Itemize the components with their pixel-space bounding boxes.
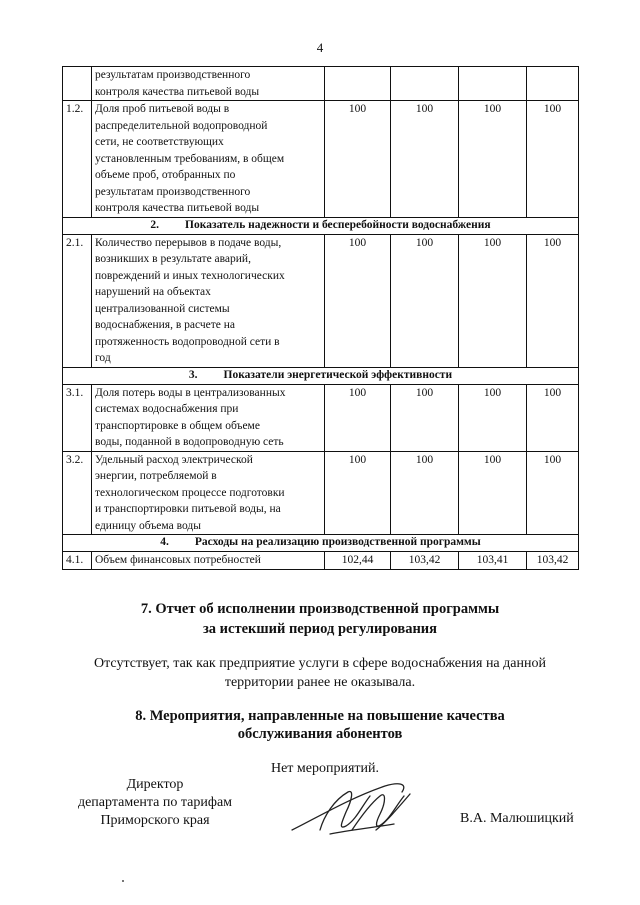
description-line: установленным требованиям, в общем	[95, 152, 285, 165]
value-cell	[527, 67, 579, 101]
description-line: Объем финансовых потребностей	[95, 554, 261, 566]
value-cell: 102,44	[325, 552, 391, 570]
description-line: контроля качества питьевой воды	[95, 202, 260, 214]
table-row	[63, 552, 579, 570]
value-cell: 100	[325, 384, 391, 451]
description-line: энергии, потребляемой в	[95, 470, 217, 482]
value-cell: 100	[459, 451, 527, 535]
section7-heading-line1: 7. Отчет об исполнении производственной программы	[140, 601, 500, 617]
description-line: воды, поданной в водопроводную сеть	[95, 436, 284, 448]
table-row	[63, 234, 579, 367]
description-line: централизованной системы	[95, 302, 230, 315]
table-section-row	[63, 535, 579, 552]
row-number: 3.1.	[63, 384, 92, 451]
value-cell	[459, 67, 527, 101]
row-number: 1.2.	[63, 101, 92, 218]
description-line: объеме проб, отобранных по	[95, 169, 236, 181]
description-line: водоснабжения, в расчете на	[95, 319, 236, 331]
description-line: возникших в результате аварий,	[95, 253, 251, 265]
description-line: единицу объема воды	[95, 519, 201, 532]
section-number: 2.	[150, 218, 160, 231]
section8-heading-line2: обслуживания абонентов	[237, 726, 403, 742]
description-line: Доля проб питьевой воды в	[95, 103, 230, 115]
description-line: повреждений и иных технологических	[95, 269, 285, 282]
section-title-cell	[63, 367, 579, 384]
value-cell: 100	[459, 234, 527, 367]
scan-speck	[122, 880, 124, 882]
signatory-name: В.А. Малюшицкий	[460, 811, 574, 826]
section-title-cell	[63, 217, 579, 234]
value-cell: 100	[459, 101, 527, 218]
signatory-line1: Директор	[126, 777, 184, 792]
section-number: 4.	[160, 536, 169, 548]
description-line: системах водоснабжения при	[95, 403, 239, 415]
value-cell: 100	[459, 384, 527, 451]
description-line: распределительной водопроводной	[95, 119, 268, 132]
value-cell: 100	[391, 234, 459, 367]
value-cell: 100	[527, 451, 579, 535]
value-cell: 103,41	[459, 552, 527, 570]
value-cell: 100	[391, 451, 459, 535]
description-line: протяженность водопроводной сети в	[95, 335, 280, 348]
production-program-table	[62, 66, 579, 570]
table-row	[63, 101, 579, 218]
indicator-description	[92, 67, 325, 101]
value-cell: 100	[527, 101, 579, 218]
value-cell: 100	[527, 234, 579, 367]
table-row	[63, 451, 579, 535]
value-cell: 100	[391, 384, 459, 451]
description-line: результатам производственного	[95, 69, 251, 81]
description-line: технологическом процессе подготовки	[95, 486, 285, 499]
description-line: Доля потерь воды в централизованных	[95, 386, 286, 399]
value-cell: 100	[325, 234, 391, 367]
section7-text-line1: Отсутствует, так как предприятие услуги в сфере водоснабжения на данной	[94, 656, 546, 671]
value-cell: 100	[527, 384, 579, 451]
indicator-description	[92, 234, 325, 367]
value-cell	[391, 67, 459, 101]
table-row	[63, 67, 579, 101]
table-row	[63, 384, 579, 451]
section7-heading-line2: за истекший период регулирования	[202, 621, 438, 637]
section-number: 3.	[188, 368, 198, 381]
section-title-cell	[63, 535, 579, 552]
description-line: транспортировке в общем объеме	[95, 419, 260, 432]
value-cell	[325, 67, 391, 101]
signatory-line3: Приморского края	[100, 813, 210, 828]
table-section-row	[63, 217, 579, 234]
indicator-description	[92, 384, 325, 451]
description-line: нарушений на объектах	[95, 286, 211, 298]
value-cell: 103,42	[391, 552, 459, 570]
table-section-row	[63, 367, 579, 384]
indicator-description	[92, 101, 325, 218]
description-line: сети, не соответствующих	[95, 136, 224, 148]
section8-text: Нет мероприятий.	[270, 761, 380, 776]
value-cell: 100	[391, 101, 459, 218]
handwritten-signature	[290, 778, 420, 840]
description-line: год	[95, 352, 111, 364]
indicator-description	[92, 552, 325, 570]
description-line: контроля качества питьевой воды	[95, 85, 260, 98]
section-title: Показатель надежности и бесперебойности водоснабжения	[185, 218, 491, 231]
row-number: 4.1.	[63, 552, 92, 570]
indicator-description	[92, 451, 325, 535]
description-line: Удельный расход электрической	[95, 453, 253, 466]
section-title: Показатели энергетической эффективности	[223, 368, 453, 381]
row-number	[63, 67, 92, 101]
value-cell: 100	[325, 101, 391, 218]
section-title: Расходы на реализацию производственной программы	[194, 536, 481, 548]
section8-heading-line1: 8. Мероприятия, направленные на повышение качества	[135, 708, 505, 724]
value-cell: 100	[325, 451, 391, 535]
page-number: 4	[316, 40, 324, 55]
description-line: и транспортировки питьевой воды, на	[95, 503, 281, 515]
description-line: результатам производственного	[95, 185, 251, 198]
signatory-line2: департамента по тарифам	[77, 795, 233, 810]
description-line: Количество перерывов в подаче воды,	[95, 236, 282, 249]
signatory-title	[60, 776, 250, 830]
row-number: 2.1.	[63, 234, 92, 367]
section7-text-line2: территории ранее не оказывала.	[224, 675, 416, 690]
value-cell: 103,42	[527, 552, 579, 570]
row-number: 3.2.	[63, 451, 92, 535]
